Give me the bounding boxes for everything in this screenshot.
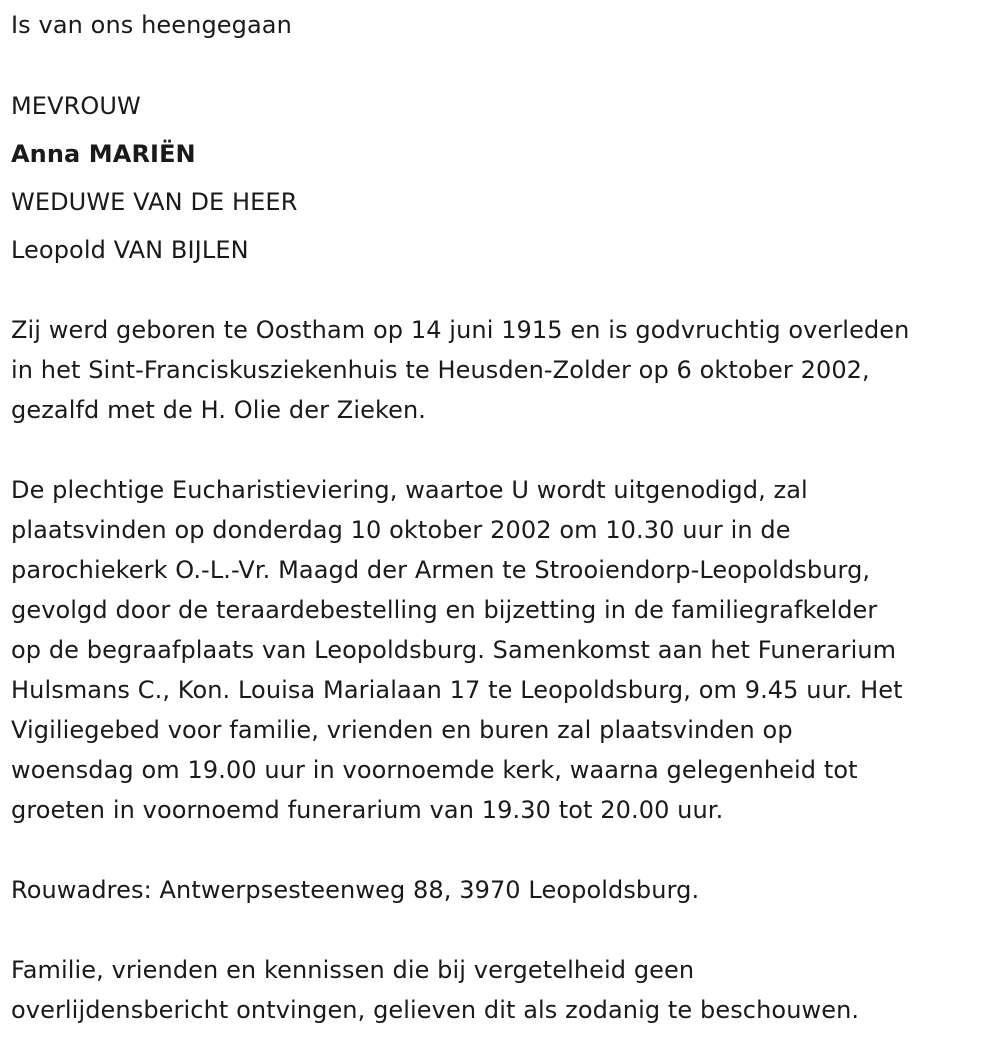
paragraph-line: in het Sint-Franciskusziekenhuis te Heusden-Zolder op 6 oktober 2002, bbox=[11, 356, 870, 384]
paragraph-line: Zij werd geboren te Oostham op 14 juni 1915 en is godvruchtig overleden bbox=[11, 316, 910, 344]
paragraph-line: overlijdensbericht ontvingen, gelieven dit als zodanig te beschouwen. bbox=[11, 996, 860, 1024]
mourning-address: Rouwadres: Antwerpsesteenweg 88, 3970 Leopoldsburg. bbox=[11, 876, 700, 904]
paragraph-line: Hulsmans C., Kon. Louisa Marialaan 17 te Leopoldsburg, om 9.45 uur. Het bbox=[11, 676, 903, 704]
intro-line: Is van ons heengegaan bbox=[11, 11, 292, 39]
paragraph-line: woensdag om 19.00 uur in voornoemde kerk, waarna gelegenheid tot bbox=[11, 756, 858, 784]
paragraph-line: parochiekerk O.-L.-Vr. Maagd der Armen te Strooiendorp-Leopoldsburg, bbox=[11, 556, 871, 584]
paragraph-line: groeten in voornoemd funerarium van 19.30 tot 20.00 uur. bbox=[11, 796, 724, 824]
paragraph-line: De plechtige Eucharistieviering, waartoe U wordt uitgenodigd, zal bbox=[11, 476, 808, 504]
paragraph-line: Vigiliegebed voor familie, vrienden en buren zal plaatsvinden op bbox=[11, 716, 793, 744]
spouse-name: Leopold VAN BIJLEN bbox=[11, 236, 249, 264]
title-line: MEVROUW bbox=[11, 92, 141, 120]
deceased-name: Anna MARIËN bbox=[11, 140, 196, 168]
paragraph-line: plaatsvinden op donderdag 10 oktober 2002 om 10.30 uur in de bbox=[11, 516, 791, 544]
paragraph-line: op de begraafplaats van Leopoldsburg. Samenkomst aan het Funerarium bbox=[11, 636, 897, 664]
paragraph-line: gezalfd met de H. Olie der Zieken. bbox=[11, 396, 427, 424]
paragraph-line: gevolgd door de teraardebestelling en bijzetting in de familiegrafkelder bbox=[11, 596, 878, 624]
relation-line: WEDUWE VAN DE HEER bbox=[11, 188, 298, 216]
paragraph-line: Familie, vrienden en kennissen die bij vergetelheid geen bbox=[11, 956, 695, 984]
